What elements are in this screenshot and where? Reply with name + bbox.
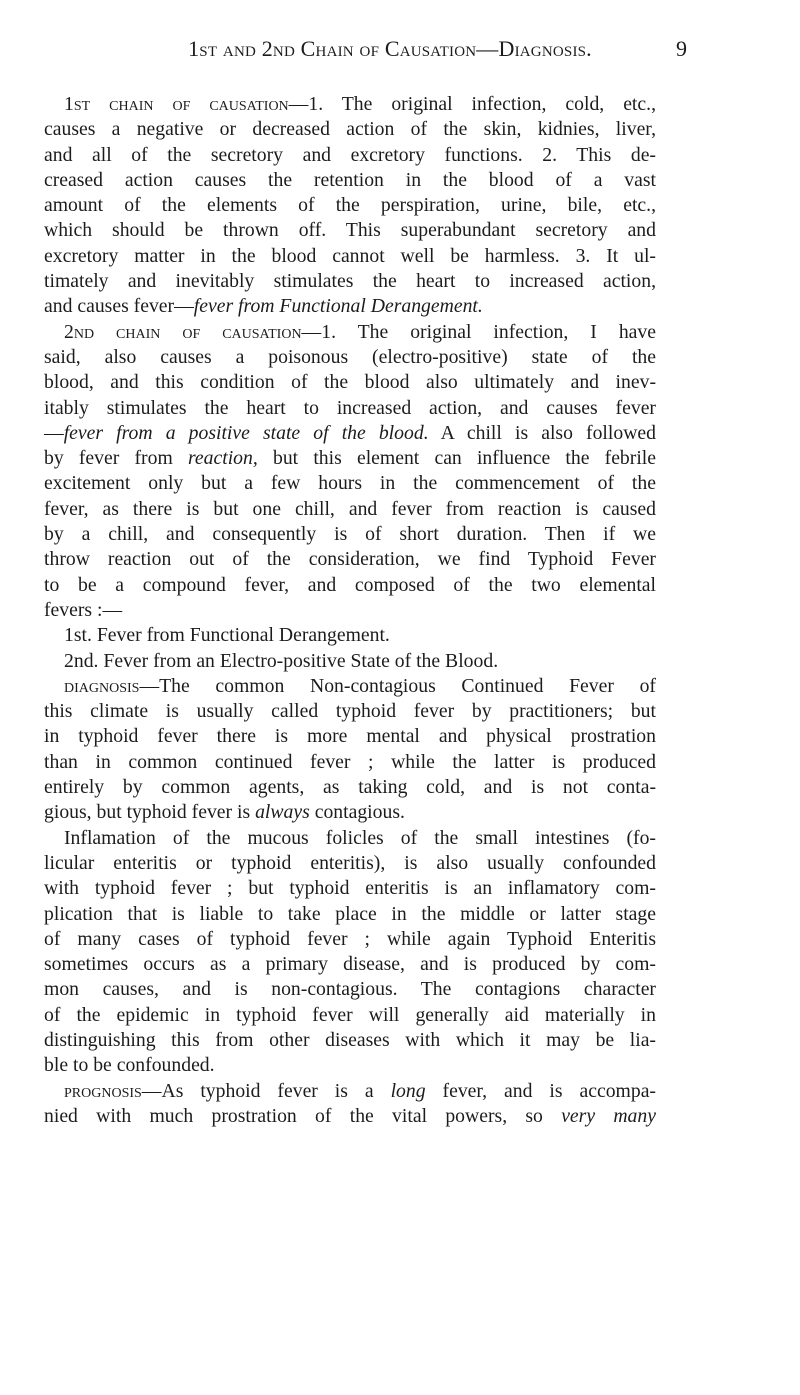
text-line: this climate is usually called typhoid fever by practitioners; but [44, 700, 656, 723]
text-line: excretory matter in the blood cannot well be harmless. 3. It ul- [44, 244, 656, 267]
text-line: in typhoid fever there is more mental and physical prostration [44, 725, 656, 748]
text-line: 1st chain of causation—1. The original infection, cold, etc., [64, 93, 656, 115]
text-line: throw reaction out of the consideration, we find Typhoid Fever [44, 548, 656, 571]
text-line: mon causes, and is non-contagious. The contagions character [44, 978, 656, 1001]
text-line: blood, and this condition of the blood also ultimately and inev- [44, 371, 656, 394]
text-line: and all of the secretory and excretory functions. 2. This de- [44, 143, 656, 166]
emphasis: reaction, [187, 447, 258, 470]
text-line: nied with much prostration of the vital powers, so very many [44, 1104, 656, 1127]
body-text [44, 92, 656, 1129]
section-label-first-chain: 1st chain of causation— [64, 93, 309, 115]
text-line: than in common continued fever ; while the latter is produced [44, 750, 656, 773]
section-label-prognosis: prognosis— [64, 1079, 162, 1102]
text-line: itably stimulates the heart to increased action, and causes fever [44, 396, 656, 419]
text-line: by fever from reaction, but this element can influence the febrile [44, 447, 657, 470]
text-line: timately and inevitably stimulates the heart to increased action, [44, 270, 656, 293]
text-line: with typhoid fever ; but typhoid enteritis is an inflamatory com- [44, 877, 656, 900]
text-line: entirely by common agents, as taking cold, and is not conta- [44, 776, 656, 799]
text-line: ble to be confounded. [44, 1054, 215, 1077]
emphasis: fever from Functional Derangement. [193, 295, 483, 318]
paragraph-diagnosis [44, 674, 656, 826]
paragraph-prognosis [44, 1079, 656, 1130]
text-line: —fever from a positive state of the blood. A chill is also followed [44, 421, 657, 444]
text-line: 2nd chain of causation—1. The original infection, I have [64, 320, 656, 343]
running-head-title: 1st and 2nd Chain of Causation—Diagnosis. [188, 36, 592, 61]
text-line: amount of the elements of the perspiration, urine, bile, etc., [44, 194, 656, 217]
text-line: sometimes occurs as a primary disease, and is produced by com- [44, 953, 656, 976]
text-line: to be a compound fever, and composed of the two elemental [44, 573, 656, 596]
text-line: fever, as there is but one chill, and fever from reaction is caused [44, 497, 656, 520]
text-line: causes a negative or decreased action of the skin, kidnies, liver, [44, 118, 656, 141]
paragraph-second-chain [44, 320, 656, 674]
text-line: fevers :— [44, 598, 123, 621]
list-item: 1st. Fever from Functional Derangement. [64, 624, 390, 647]
text-line: excitement only but a few hours in the commencement of the [44, 472, 656, 495]
paragraph-first-chain [44, 92, 656, 320]
text-line: distinguishing this from other diseases with which it may be lia- [44, 1028, 656, 1051]
emphasis: always [255, 801, 310, 824]
text-line: gious, but typhoid fever is always contagious. [44, 801, 405, 824]
text-line: of the epidemic in typhoid fever will generally aid materially in [44, 1003, 656, 1026]
paragraph-inflamation [44, 826, 656, 1079]
text-line: said, also causes a poisonous (electro-positive) state of the [44, 345, 656, 368]
text-line: licular enteritis or typhoid enteritis), is also usually confounded [44, 851, 656, 874]
text-line: by a chill, and consequently is of short duration. Then if we [44, 523, 656, 546]
emphasis: long [390, 1079, 426, 1102]
page-number: 9 [676, 36, 688, 61]
text-line: prognosis—As typhoid fever is a long fever, and is accompa- [64, 1079, 656, 1102]
text-line: which should be thrown off. This superabundant secretory and [44, 219, 656, 242]
section-label-diagnosis: diagnosis— [64, 674, 160, 697]
text-line: Inflamation of the mucous folicles of the small intestines (fo- [64, 826, 656, 849]
text-line: of many cases of typhoid fever ; while again Typhoid Enteritis [44, 927, 656, 950]
text-line: creased action causes the retention in the blood of a vast [44, 168, 656, 191]
text-line: diagnosis—The common Non-contagious Continued Fever of [64, 674, 656, 697]
text-line: and causes fever—fever from Functional Derangement. [44, 295, 483, 318]
text-line: plication that is liable to take place in the middle or latter stage [44, 902, 656, 925]
section-label-second-chain: 2nd chain of causation— [64, 320, 322, 343]
emphasis: very many [561, 1104, 656, 1127]
emphasis: fever from a positive state of the blood. [63, 421, 429, 444]
list-item: 2nd. Fever from an Electro-positive State of the Blood. [64, 649, 499, 672]
